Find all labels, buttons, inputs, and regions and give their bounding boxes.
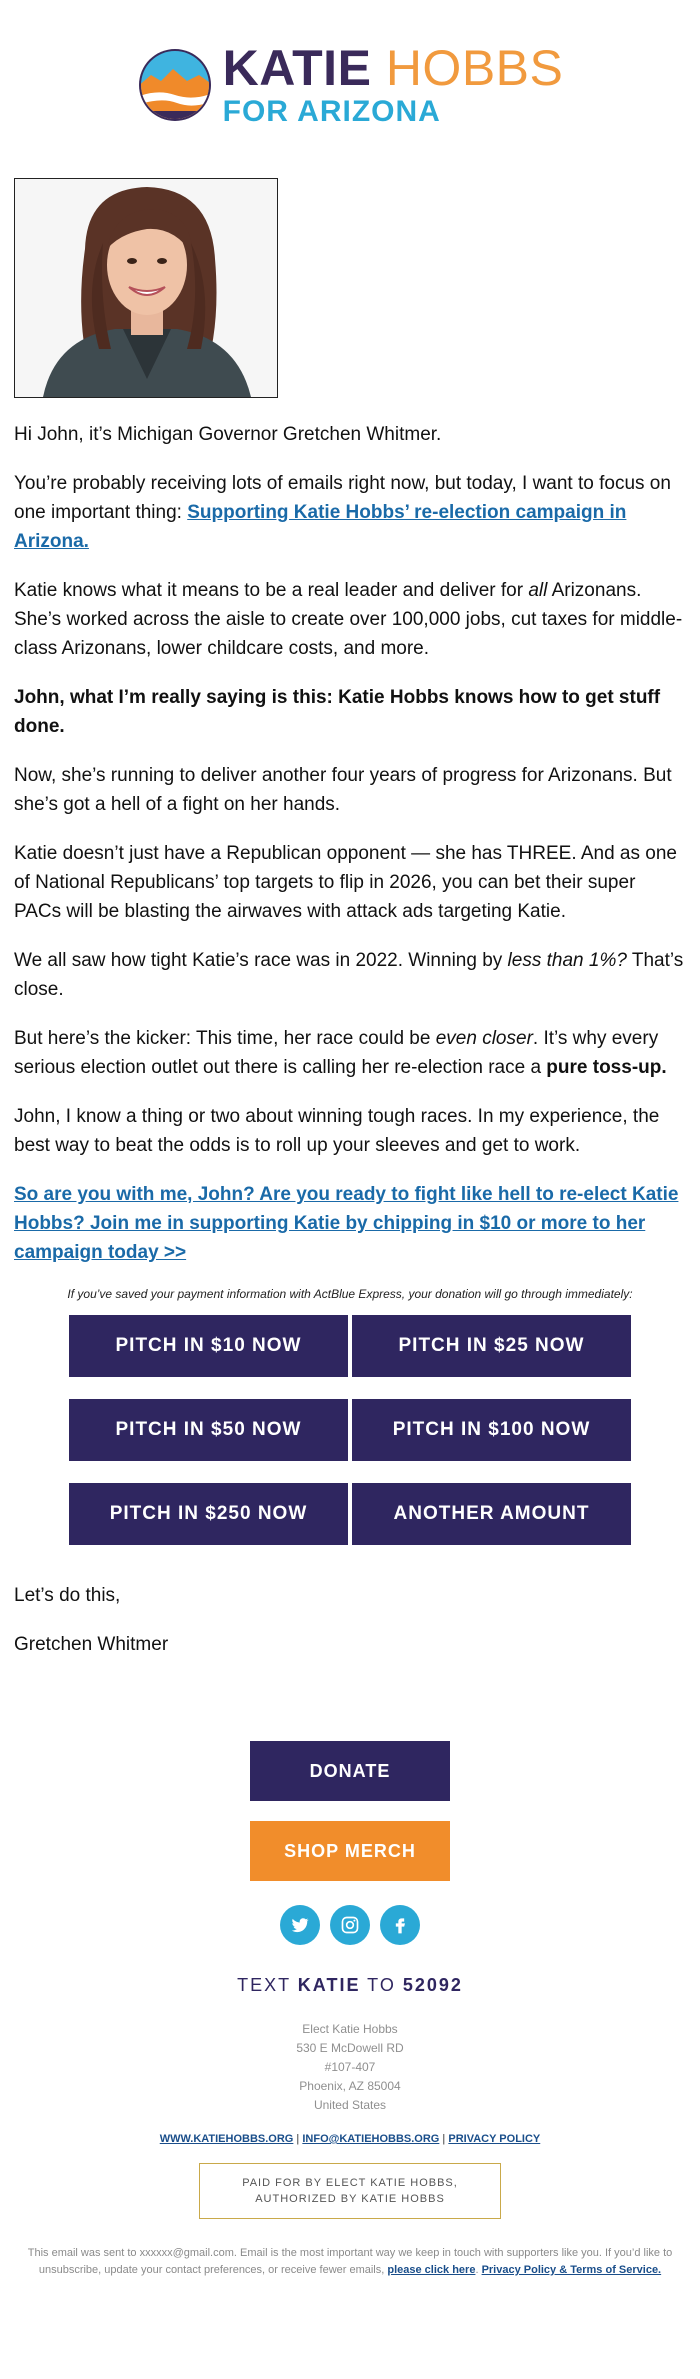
text-prefix: TEXT [237,1975,298,1995]
paragraph-2-text-a: Katie knows what it means to be a real leader and deliver for [14,580,529,601]
email-body [0,420,700,1267]
authorized-by-line: AUTHORIZED BY KATIE HOBBS [255,2193,445,2205]
paragraph-3-bold: John, what I’m really saying is this: Katie Hobbs knows how to get stuff done. [14,687,661,737]
cta-paragraph [14,1180,686,1267]
signoff-line: Let’s do this, [14,1585,121,1606]
mailing-address [0,2020,700,2115]
paragraph-4: Now, she’s running to deliver another four years of progress for Arizonans. But she’s got a hell of a fight on her hands. [14,765,672,815]
logo-hobbs-text: HOBBS [371,40,564,96]
paragraph-7-bold: pure toss-up. [546,1057,667,1078]
header [0,0,700,170]
text-mid: TO [360,1975,403,1995]
pitch-in-50-button[interactable]: PITCH IN $50 NOW [69,1399,348,1461]
paragraph-5: Katie doesn’t just have a Republican opponent — she has THREE. And as one of National Republicans’ top targets to flip in 2026, you can bet their super PACs will be blasting the airwaves with attack ads targeting Katie. [14,843,677,922]
paid-for-line: PAID FOR BY ELECT KATIE HOBBS, [242,2177,458,2189]
text-to-join [0,1975,700,1996]
paragraph-7-text-a: But here’s the kicker: This time, her race could be [14,1028,436,1049]
paragraph-6-emphasis: less than 1%? [507,950,627,971]
facebook-icon[interactable] [380,1905,420,1945]
logo-tagline: FOR ARIZONA [222,95,441,128]
instagram-icon[interactable] [330,1905,370,1945]
disclaimer-separator: . [475,2264,482,2276]
paragraph-7-text-b: . It’s why every serious election outlet out there is calling her re-election race a [14,1028,659,1078]
greeting-paragraph: Hi John, it’s Michigan Governor Gretchen Whitmer. [14,424,442,445]
paragraph-2 [14,576,686,663]
donate-cta-link[interactable]: So are you with me, John? Are you ready to fight like hell to re-elect Katie Hobbs? Join me in supporting Katie by chipping in $10 or more to her campaign today >> [14,1184,679,1263]
logo-katie-text: KATIE [222,40,372,96]
portrait-image-icon [15,179,277,397]
support-campaign-link[interactable]: Supporting Katie Hobbs’ re-election campaign in Arizona. [14,502,627,552]
address-line: Elect Katie Hobbs [302,2022,398,2036]
actblue-note: If you’ve saved your payment information with ActBlue Express, your donation will go through immediately: [67,1287,633,1301]
donation-button-grid [69,1315,631,1545]
shop-merch-button[interactable]: SHOP MERCH [250,1821,450,1881]
text-shortcode: 52092 [402,1975,463,1995]
signature-name: Gretchen Whitmer [14,1634,169,1655]
paragraph-6-text-b: That’s close. [14,950,684,1000]
address-line: 530 E McDowell RD [296,2041,404,2055]
donate-button[interactable]: DONATE [250,1741,450,1801]
privacy-terms-link[interactable]: Privacy Policy & Terms of Service. [481,2264,662,2276]
address-line: Phoenix, AZ 85004 [299,2079,401,2093]
paragraph-8: John, I know a thing or two about winning tough races. In my experience, the best way to beat the odds is to roll up your sleeves and get to work. [14,1106,660,1156]
paragraph-1 [14,469,686,556]
address-line: United States [313,2098,387,2112]
address-line: #107-407 [324,2060,376,2074]
signoff [0,1581,700,1659]
footer-buttons [0,1741,700,1881]
email-disclaimer [0,2245,700,2279]
paragraph-6 [14,946,686,1004]
email-link[interactable]: INFO@KATIEHOBBS.ORG [302,2133,440,2145]
pitch-in-250-button[interactable]: PITCH IN $250 NOW [69,1483,348,1545]
paragraph-6-text-a: We all saw how tight Katie’s race was in 2022. Winning by [14,950,508,971]
twitter-icon[interactable] [280,1905,320,1945]
pitch-in-10-button[interactable]: PITCH IN $10 NOW [69,1315,348,1377]
text-keyword: KATIE [297,1975,361,1995]
unsubscribe-link[interactable]: please click here [387,2264,476,2276]
pitch-in-100-button[interactable]: PITCH IN $100 NOW [352,1399,631,1461]
paid-for-disclaimer [199,2163,501,2219]
arizona-landscape-logo-icon [137,47,213,123]
website-link[interactable]: WWW.KATIEHOBBS.ORG [159,2133,294,2145]
paragraph-2-text-b: Arizonans. She’s worked across the aisle to create over 100,000 jobs, cut taxes for middle-class Arizonans, lower childcare costs, and more. [14,580,683,659]
campaign-logo[interactable] [137,40,564,128]
social-links [0,1905,700,1945]
paragraph-2-emphasis: all [528,580,548,601]
privacy-policy-link[interactable]: PRIVACY POLICY [448,2133,541,2145]
paragraph-7-emphasis: even closer [435,1028,533,1049]
another-amount-button[interactable]: ANOTHER AMOUNT [352,1483,631,1545]
footer-links: WWW.KATIEHOBBS.ORG | INFO@KATIEHOBBS.ORG | PRIVACY POLICY [159,2133,541,2145]
paragraph-1-text: You’re probably receiving lots of emails right now, but today, I want to focus on one important thing: [14,473,671,523]
disclaimer-text: This email was sent to xxxxxx@gmail.com. Email is the most important way we keep in touch with supporters like you. If you’d like to unsubscribe, update your contact preferences, or receive fewer emails, [27,2247,673,2276]
gretchen-whitmer-photo [14,178,278,398]
paragraph-7 [14,1024,686,1082]
pitch-in-25-button[interactable]: PITCH IN $25 NOW [352,1315,631,1377]
